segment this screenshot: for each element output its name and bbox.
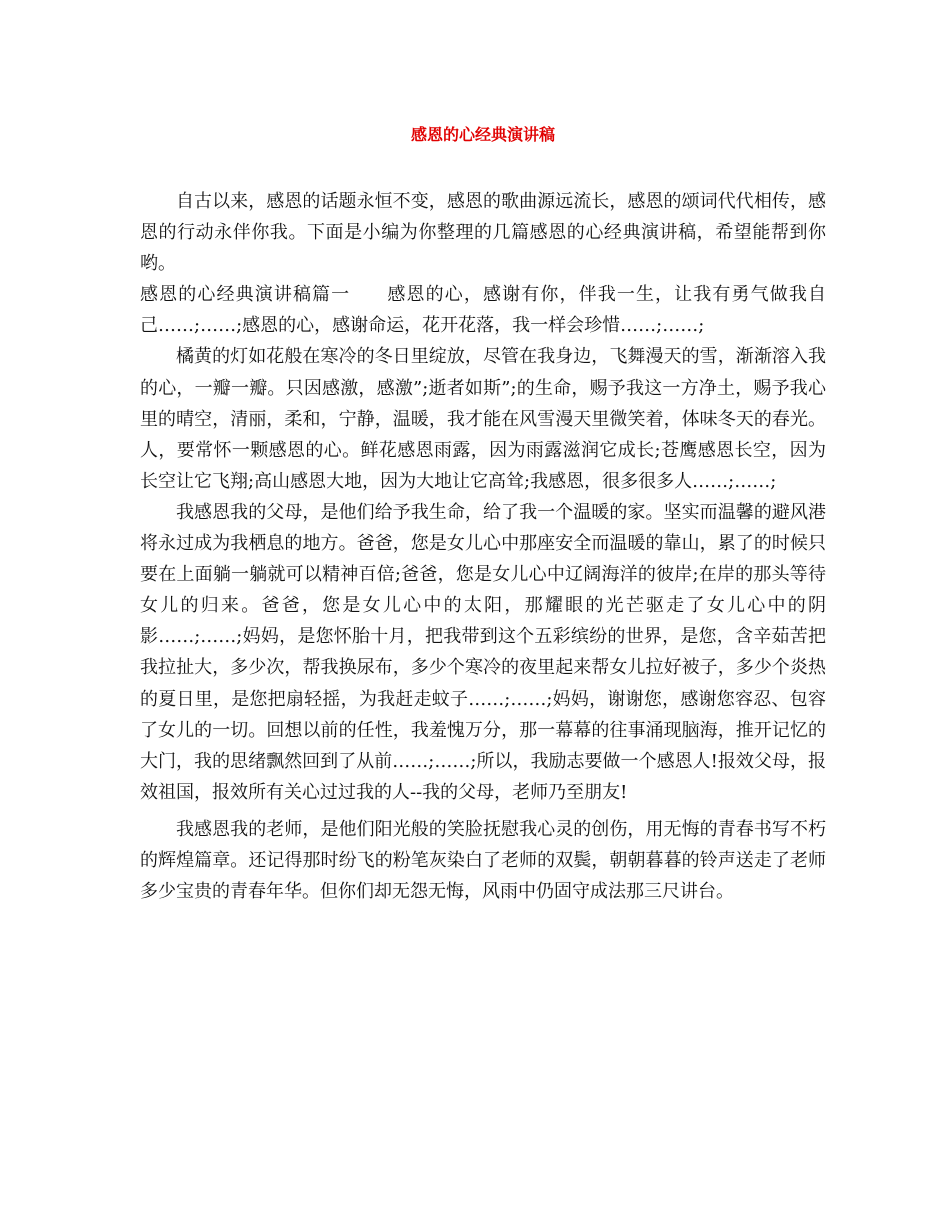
body-paragraph-parents: 我感恩我的父母，是他们给予我生命，给了我一个温暖的家。坚实而温馨的避风港将永过成为我栖息的地方。爸爸，您是女儿心中那座安全而温暖的靠山，累了的时候只要在上面躺一躺就可以精神百倍;爸爸，您是女儿心中辽阔海洋的彼岸;在岸的那头等待女儿的归来。爸爸，您是女儿心中的太阳，那耀眼的光芒驱走了女儿心中的阴影……;……;妈妈，是您怀胎十月，把我带到这个五彩缤纷的世界，是您，含辛茹苦把我拉扯大，多少次，帮我换尿布，多少个寒冷的夜里起来帮女儿拉好被子，多少个炎热的夏日里，是您把扇轻摇，为我赶走蚊子……;……;妈妈，谢谢您，感谢您容忍、包容了女儿的一切。回想以前的任性，我羞愧万分，那一幕幕的往事涌现脑海，推开记忆的大门，我的思绪飘然回到了从前……;……;所以，我励志要做一个感恩人!报效父母，报效祖国，报效所有关心过过我的人--我的父母，老师乃至朋友! (140, 501, 826, 803)
document-title: 感恩的心经典演讲稿 (410, 125, 555, 144)
intro-paragraph: 自古以来，感恩的话题永恒不变，感恩的歌曲源远流长，感恩的颂词代代相传，感恩的行动永伴你我。下面是小编为你整理的几篇感恩的心经典演讲稿，希望能帮到你哟。 (140, 191, 826, 275)
section-text: 感恩的心，感谢有你，伴我一生，让我有勇气做我自己……;……;感恩的心，感谢命运，花开花落，我一样会珍惜……;……; (140, 284, 827, 337)
section-paragraph (140, 279, 826, 341)
body-paragraph-lamp: 橘黄的灯如花般在寒冷的冬日里绽放，尽管在我身边，飞舞漫天的雪，渐渐溶入我的心，一瓣一瓣。只因感激，感激”;逝者如斯”;的生命，赐予我这一方净土，赐予我心里的晴空，清丽，柔和，宁静，温暖，我才能在风雪漫天里微笑着，体味冬天的春光。人，要常怀一颗感恩的心。鲜花感恩雨露，因为雨露滋润它成长;苍鹰感恩长空，因为长空让它飞翔;高山感恩大地，因为大地让它高耸;我感恩，很多很多人……;……; (140, 346, 826, 492)
body-paragraph-teachers: 我感恩我的老师，是他们阳光般的笑脸抚慰我心灵的创伤，用无悔的青春书写不朽的辉煌篇章。还记得那时纷飞的粉笔灰染白了老师的双鬓，朝朝暮暮的铃声送走了老师多少宝贵的青春年华。但你们却无怨无悔，风雨中仍固守成法那三尺讲台。 (140, 818, 826, 903)
section-heading: 感恩的心经典演讲稿篇一 (140, 284, 351, 306)
document-page (140, 118, 826, 907)
